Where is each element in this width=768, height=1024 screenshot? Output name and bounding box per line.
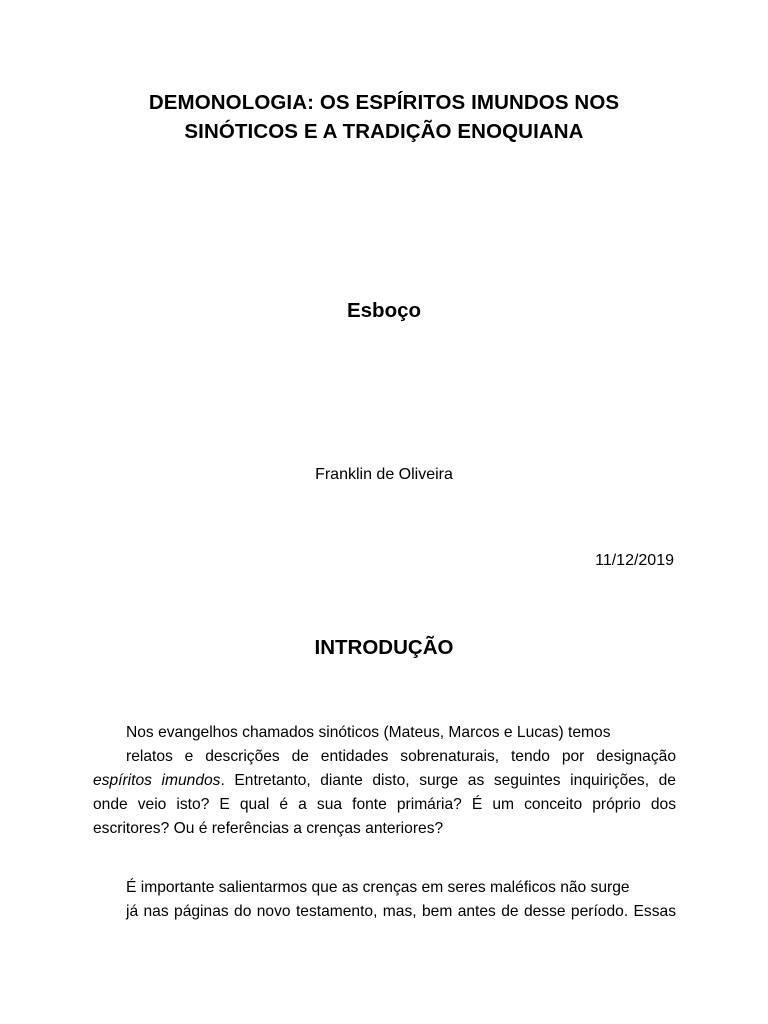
author-name: Franklin de Oliveira bbox=[315, 466, 453, 483]
document-subtitle: Esboço bbox=[346, 299, 422, 322]
paragraph-1-line-3 bbox=[93, 769, 676, 793]
document-date: 11/12/2019 bbox=[595, 552, 674, 569]
section-heading-introduction: INTRODUÇÃO bbox=[314, 636, 454, 659]
paragraph-1-line-4: onde veio isto? E qual é a sua fonte primária? É um conceito próprio dos bbox=[93, 796, 676, 813]
italic-term: espíritos imundos bbox=[93, 772, 221, 789]
paragraph-1-line-5: escritores? Ou é referências a crenças anteriores? bbox=[93, 820, 444, 837]
paragraph-2-line-2: já nas páginas do novo testamento, mas, bem antes de desse período. Essas bbox=[126, 903, 676, 920]
paragraph-2-line-1: É importante salientarmos que as crenças em seres maléficos não surge bbox=[126, 879, 630, 896]
document-title bbox=[60, 88, 708, 146]
paragraph-1 bbox=[93, 721, 676, 841]
paragraph-1-line-2: relatos e descrições de entidades sobrenaturais, tendo por designação bbox=[126, 748, 676, 765]
paragraph-2 bbox=[93, 876, 676, 924]
paragraph-1-line-3-rest: . Entretanto, diante disto, surge as seguintes inquirições, de bbox=[220, 772, 676, 789]
title-line-2: SINÓTICOS E A TRADIÇÃO ENOQUIANA bbox=[184, 120, 584, 143]
title-line-1: DEMONOLOGIA: OS ESPÍRITOS IMUNDOS NOS bbox=[148, 91, 620, 114]
paragraph-1-line-1: Nos evangelhos chamados sinóticos (Mateus, Marcos e Lucas) temos bbox=[126, 724, 611, 741]
